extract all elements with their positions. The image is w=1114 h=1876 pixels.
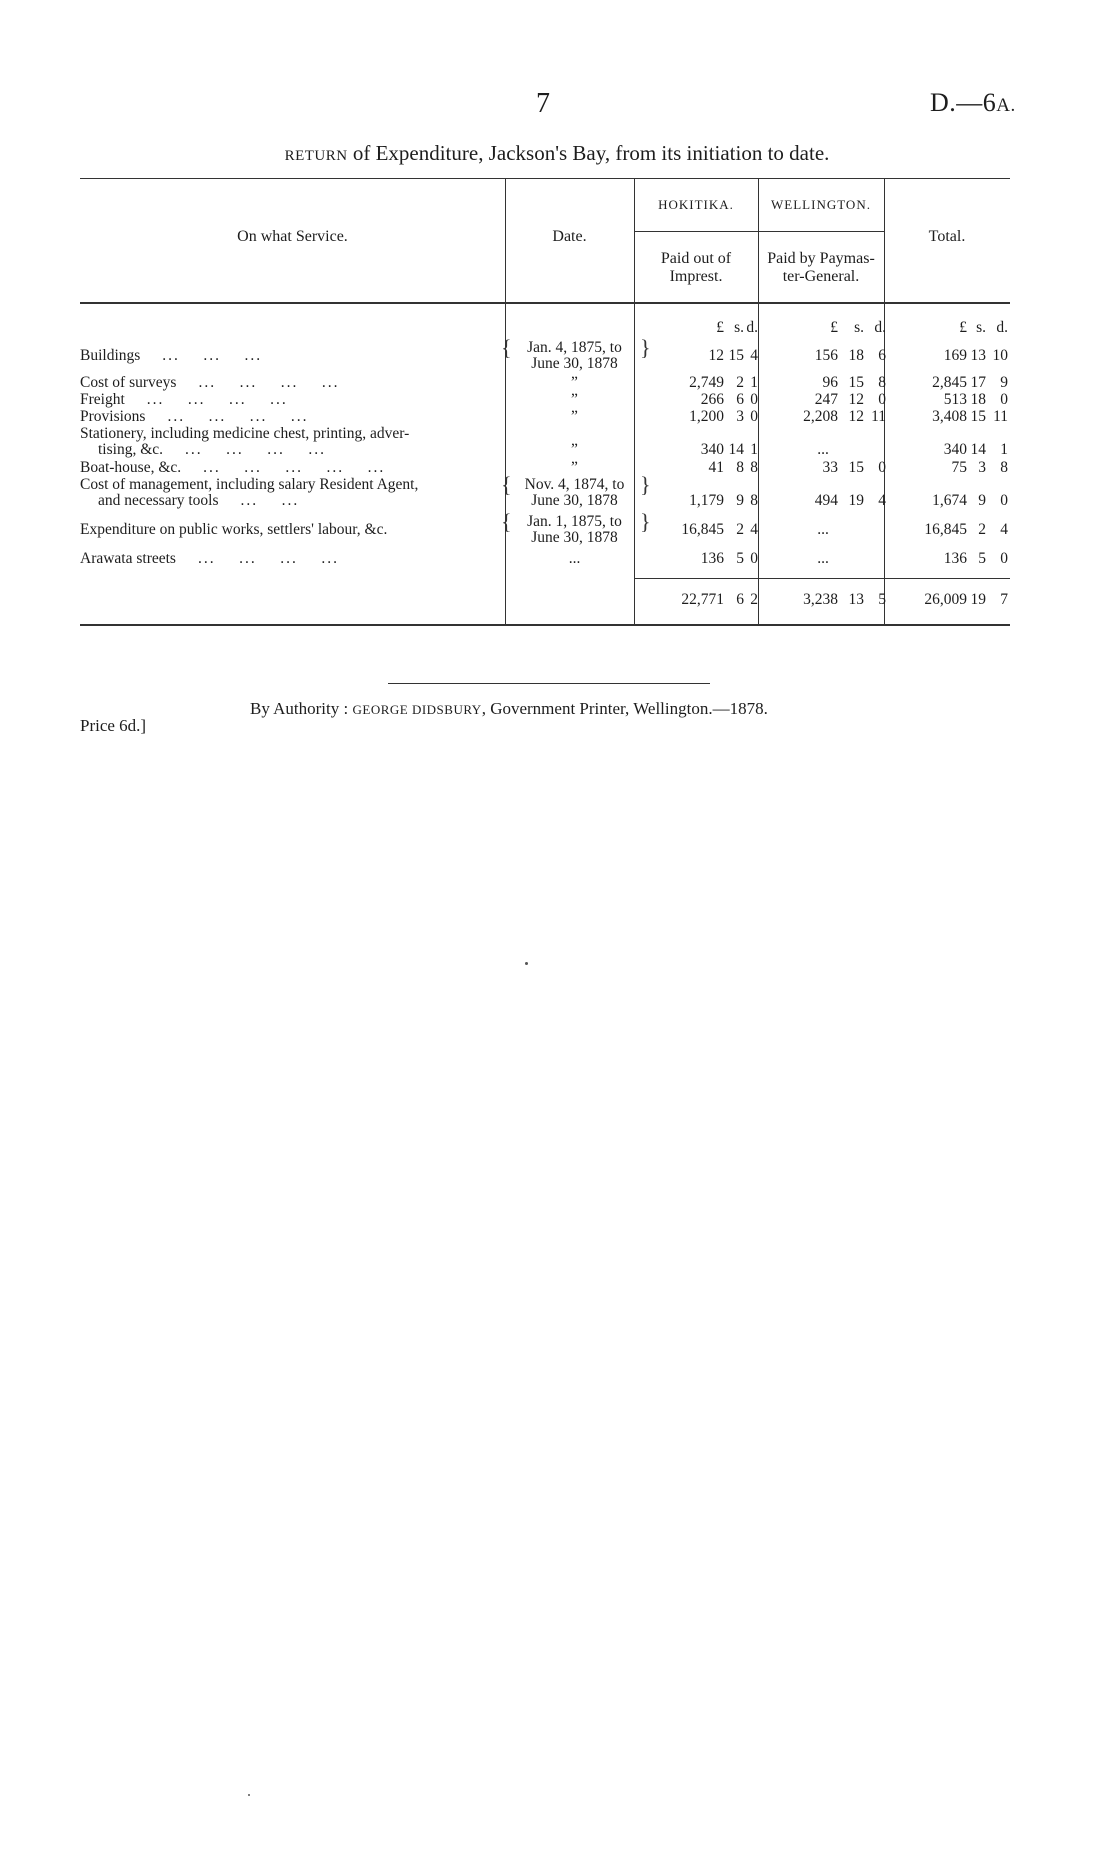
wel-pence: 0 (878, 459, 886, 476)
unit-pence: d. (746, 319, 758, 336)
tot-pounds: 340 (943, 441, 967, 458)
tot-shillings: 5 (978, 550, 986, 567)
unit-shilling: s. (854, 319, 864, 336)
header-wellington: WELLINGTON. (771, 197, 871, 212)
table-bottom-rule (80, 624, 1010, 626)
header-service: On what Service. (237, 228, 348, 245)
service-text: Freight (80, 392, 125, 408)
leader-dots: ... ... ... ... (185, 442, 327, 458)
wel-pounds: 494 (814, 492, 838, 509)
tot-pence: 0 (1000, 550, 1008, 567)
service-text: Expenditure on public works, settlers' labour, &c. (80, 522, 388, 538)
tot-shillings: 9 (978, 492, 986, 509)
wel-pounds: 156 (814, 347, 838, 364)
divider-hokitika-wellington (758, 178, 759, 624)
tot-pence: 1 (1000, 441, 1008, 458)
tot-pence: 9 (1000, 374, 1008, 391)
hok-shillings: 15 (728, 347, 744, 364)
date-cell: ” (571, 459, 578, 476)
header-hokitika: HOKITIKA. (658, 197, 734, 212)
wel-pence: 6 (878, 347, 886, 364)
hok-pence: 8 (750, 492, 758, 509)
tot-pounds: 513 (943, 391, 967, 408)
service-label (80, 375, 500, 391)
tot-pence: 11 (993, 408, 1008, 425)
hok-shillings: 3 (736, 408, 744, 425)
tot-pounds: 169 (943, 347, 967, 364)
service-text: Buildings (80, 348, 141, 364)
tot-pounds: 1,674 (932, 492, 967, 509)
wel-pence: 4 (878, 492, 886, 509)
leader-dots: ... ... ... ... (198, 375, 340, 391)
hok-pounds: 16,845 (681, 521, 724, 538)
service-label (80, 442, 518, 458)
tot-pounds: 136 (943, 550, 967, 567)
service-text: Boat-house, &c. (80, 460, 182, 476)
service-label (80, 477, 500, 493)
hok-pounds: 12 (708, 347, 724, 364)
unit-shilling: s. (734, 319, 744, 336)
unit-pence: d. (996, 319, 1008, 336)
total-wel-shillings: 13 (848, 591, 864, 608)
table-title (0, 141, 1114, 166)
total-wel-pounds: 3,238 (803, 591, 838, 608)
footer-rule (388, 683, 710, 684)
hok-shillings: 6 (736, 391, 744, 408)
total-tot-pounds: 26,009 (924, 591, 967, 608)
hok-pounds: 136 (700, 550, 724, 567)
unit-pound: £ (830, 319, 838, 336)
tot-pence: 0 (1000, 391, 1008, 408)
date-cell: ” (571, 391, 578, 408)
tot-shillings: 15 (970, 408, 986, 425)
unit-pound: £ (959, 319, 967, 336)
wel-pounds: 2,208 (803, 408, 838, 425)
hok-pounds: 2,749 (689, 374, 724, 391)
tot-shillings: 13 (970, 347, 986, 364)
totals-rule (634, 578, 1010, 579)
service-text: and necessary tools (98, 493, 219, 509)
hok-pence: 0 (750, 391, 758, 408)
hok-shillings: 8 (736, 459, 744, 476)
doc-ref-suffix: A. (996, 95, 1016, 116)
date-cell: ” (571, 408, 578, 425)
service-text: Provisions (80, 409, 146, 425)
tot-shillings: 17 (970, 374, 986, 391)
date-cell: Jan. 4, 1875, to (527, 339, 622, 356)
service-label (80, 493, 518, 509)
hok-pence: 1 (750, 441, 758, 458)
hok-shillings: 2 (736, 521, 744, 538)
header-bottom-rule (80, 302, 1010, 304)
service-label (80, 522, 500, 538)
date-cell: Nov. 4, 1874, to (524, 476, 625, 493)
total-tot-shillings: 19 (970, 591, 986, 608)
brace-right: } (640, 472, 651, 497)
page-number: 7 (536, 88, 550, 119)
tot-pounds: 2,845 (932, 374, 967, 391)
scan-speck (525, 962, 528, 965)
brace-right: } (640, 509, 651, 534)
total-hok-shillings: 6 (736, 591, 744, 608)
brace-right: } (640, 335, 651, 360)
header-date: Date. (552, 228, 587, 245)
tot-shillings: 3 (978, 459, 986, 476)
table-top-rule (80, 178, 1010, 179)
date-cell: ... (568, 550, 581, 567)
tot-pence: 4 (1000, 521, 1008, 538)
service-label (80, 551, 500, 567)
hok-pence: 4 (750, 521, 758, 538)
leader-dots: ... ... ... (162, 348, 263, 364)
printer-authority: By Authority : GEORGE DIDSBURY, Government Printer, Wellington.—1878. (250, 699, 768, 718)
date-cell: ” (571, 374, 578, 391)
brace-left: { (501, 335, 512, 360)
hok-pence: 8 (750, 459, 758, 476)
hok-shillings: 5 (736, 550, 744, 567)
date-cell: June 30, 1878 (531, 492, 618, 509)
tot-shillings: 14 (970, 441, 986, 458)
hok-pence: 0 (750, 408, 758, 425)
wel-pence: 8 (878, 374, 886, 391)
hok-pounds: 266 (700, 391, 724, 408)
wel-empty: ... (817, 521, 829, 538)
unit-shilling: s. (976, 319, 986, 336)
wel-shillings: 15 (848, 374, 864, 391)
tot-pence: 0 (1000, 492, 1008, 509)
date-cell: June 30, 1878 (531, 355, 618, 372)
wel-shillings: 12 (848, 391, 864, 408)
service-text: Cost of management, including salary Resident Agent, (80, 477, 419, 493)
brace-left: { (501, 509, 512, 534)
service-text: Cost of surveys (80, 375, 177, 391)
tot-shillings: 2 (978, 521, 986, 538)
wel-pounds: 247 (814, 391, 838, 408)
wel-shillings: 19 (848, 492, 864, 509)
date-cell: June 30, 1878 (531, 529, 618, 546)
tot-pence: 10 (992, 347, 1008, 364)
total-hok-pounds: 22,771 (681, 591, 724, 608)
hokitika-wellington-rule (634, 231, 884, 232)
hok-shillings: 9 (736, 492, 744, 509)
header-wellington-sub: Paid by Paymas- ter-General. (767, 250, 875, 285)
wel-empty: ... (817, 550, 829, 567)
wel-shillings: 12 (848, 408, 864, 425)
brace-left: { (501, 472, 512, 497)
wel-pence: 0 (878, 391, 886, 408)
leader-dots: ... ... ... ... (167, 409, 309, 425)
service-label (80, 426, 500, 442)
wel-pounds: 96 (822, 374, 838, 391)
tot-shillings: 18 (970, 391, 986, 408)
leader-dots: ... ... ... ... (197, 551, 339, 567)
hok-pounds: 340 (700, 441, 724, 458)
leader-dots: ... ... ... ... ... (203, 460, 386, 476)
service-label (80, 348, 500, 364)
scan-speck (248, 1794, 250, 1796)
price-note: Price 6d.] (80, 716, 147, 735)
hok-shillings: 14 (728, 441, 744, 458)
service-label (80, 460, 500, 476)
hok-shillings: 2 (736, 374, 744, 391)
hok-pounds: 1,200 (689, 408, 724, 425)
hok-pence: 1 (750, 374, 758, 391)
hok-pence: 0 (750, 550, 758, 567)
service-label (80, 409, 500, 425)
tot-pence: 8 (1000, 459, 1008, 476)
tot-pounds: 75 (951, 459, 967, 476)
total-hok-pence: 2 (750, 591, 758, 608)
hok-pounds: 41 (708, 459, 724, 476)
tot-pounds: 16,845 (924, 521, 967, 538)
leader-dots: ... ... ... ... (146, 392, 288, 408)
wel-empty: ... (817, 441, 829, 458)
total-wel-pence: 5 (878, 591, 886, 608)
service-text: Stationery, including medicine chest, printing, adver- (80, 426, 410, 442)
tot-pounds: 3,408 (932, 408, 967, 425)
unit-pence: d. (874, 319, 886, 336)
wel-shillings: 18 (848, 347, 864, 364)
hok-pence: 4 (750, 347, 758, 364)
unit-pound: £ (716, 319, 724, 336)
service-label (80, 392, 500, 408)
total-tot-pence: 7 (1000, 591, 1008, 608)
header-total: Total. (928, 228, 966, 245)
date-cell: ” (571, 441, 578, 458)
title-smallcaps: RETURN (284, 148, 348, 164)
document-reference (930, 88, 1016, 118)
leader-dots: ... ... (240, 493, 300, 509)
date-cell: Jan. 1, 1875, to (527, 513, 622, 530)
wel-pence: 11 (871, 408, 886, 425)
service-text: tising, &c. (98, 442, 164, 458)
wel-shillings: 15 (848, 459, 864, 476)
header-hokitika-sub: Paid out of Imprest. (660, 250, 732, 285)
hok-pounds: 1,179 (689, 492, 724, 509)
doc-ref-main: D.—6 (930, 88, 997, 117)
title-rest: of Expenditure, Jackson's Bay, from its initiation to date. (347, 141, 830, 165)
service-text: Arawata streets (80, 551, 176, 567)
wel-pounds: 33 (822, 459, 838, 476)
